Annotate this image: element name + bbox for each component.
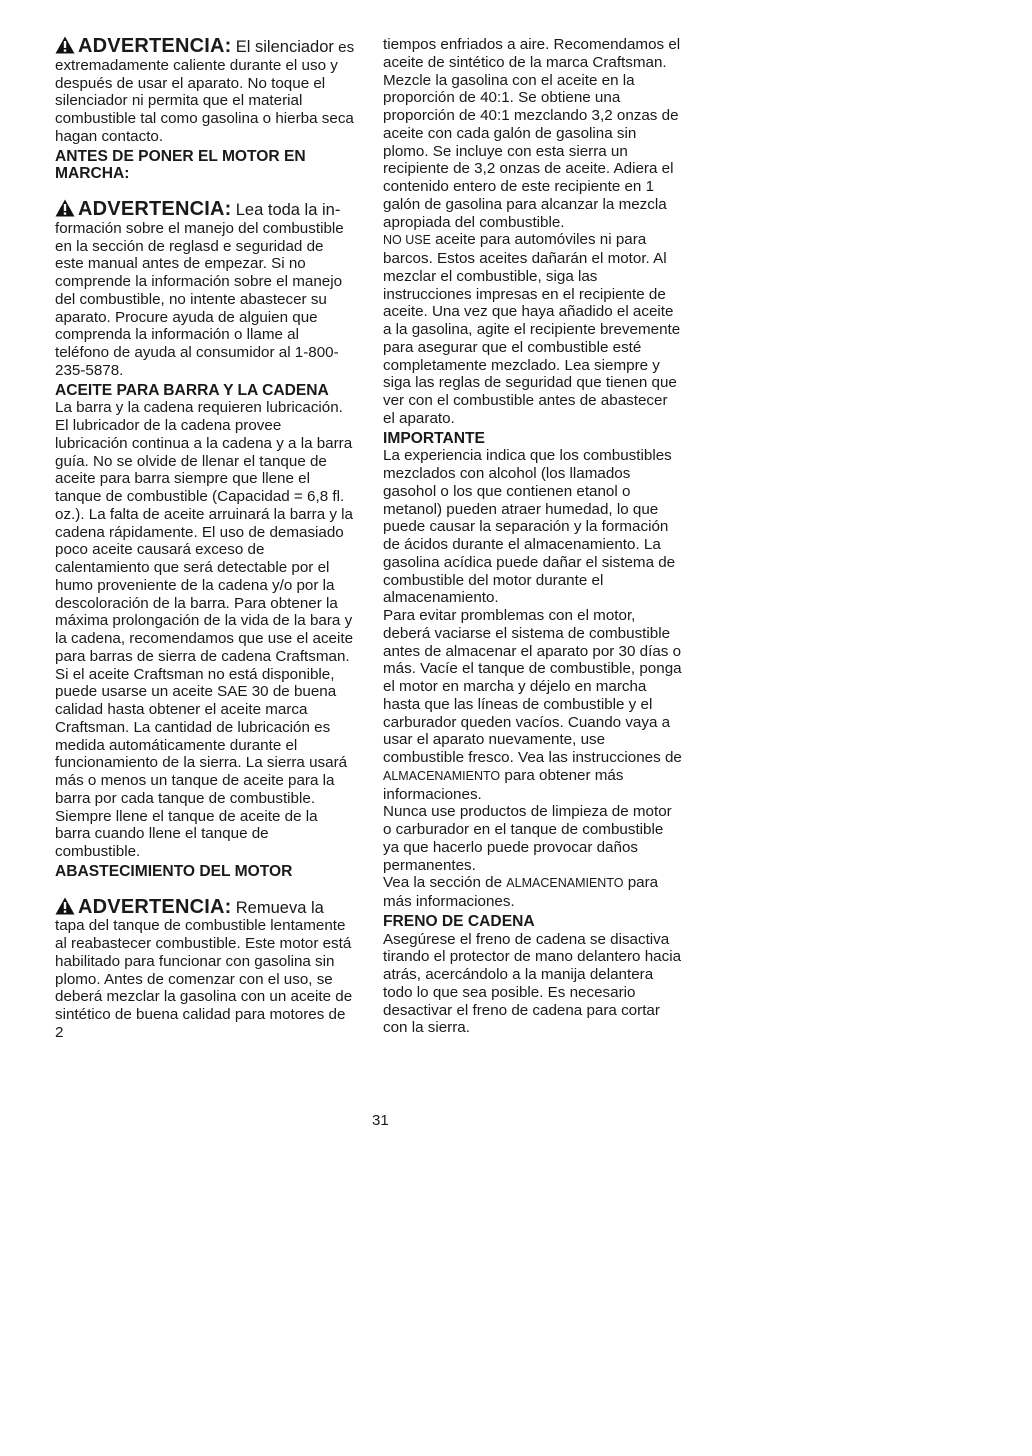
warning-body: formación sobre el manejo del combustible en la sección de reglasd e seguridad de este manual antes de empezar. Si no comprende la información sobre el manejo del combustible, no intente abastecer su aparato. Procure ayuda de alguien que comprenda la información o llame al teléfono de ayuda al consumidor al 1-800-235-5878. <box>55 219 344 379</box>
warning-label: ADVERTENCIA: <box>78 198 232 220</box>
storage-text-a: Para evitar promblemas con el motor, deberá vaciarse el sistema de combustible antes de almacenar el aparato por 30 días o más. Vacíe el tanque de combustible, ponga el motor en marcha y déjelo en marcha hasta que las líneas de combustible y el carburador queden vacíos. Cuando vaya a usar el aparato nuevamente, use combustible fresco. Vea las instrucciones de <box>383 607 682 766</box>
no-use-paragraph <box>383 231 683 427</box>
heading-chain-brake: FRENO DE CADENA <box>383 912 535 930</box>
no-use-text: aceite para automóviles ni para barcos. Estos aceites dañarán el motor. Al mezclar el combustible, siga las instrucciones impresas en el recipiente de aceite. Una vez que haya añadido el aceite a la gasolina, agite el recipiente brevemente para asegurar que el combustible esté completamente mezclado. Lea siempre y siga las reglas de seguridad que tienen que ver con el combustible antes de abastecer el aparato. <box>383 231 681 427</box>
warning-triangle-icon <box>55 36 75 54</box>
warning-triangle-icon <box>55 897 75 915</box>
see-storage-text-a: Vea la sección de <box>383 874 503 892</box>
storage-ref: ALMACENAMIENTO <box>383 768 501 783</box>
warning-lead: Remueva la <box>235 898 324 917</box>
important-text-storage <box>383 607 683 803</box>
fuel-mix-text: tiempos enfriados a aire. Recomendamos el aceite de sintético de la marca Craftsman. Mezcle la gasolina con el aceite en la proporción de 40:1. Se obtiene una proporción de 40:1 mezclando 3,2 onzas de aceite con cada galón de gasolina sin plomo. Se incluye con esta sierra un recipiente de 3,2 onzas de aceite. Adiera el contenido entero de este recipiente en 1 galón de gasolina para alcanzar la mezcla apropiada del combustible. <box>383 36 681 231</box>
heading-bar-chain-oil: ACEITE PARA BARRA Y LA CADENA <box>55 381 329 399</box>
warning-body: es extremadamente caliente durante el uso y después de usar el aparato. No toque el silenciador ni permita que el material combustible tal como gasolina o hierba seca hagan contacto. <box>55 39 355 145</box>
warning-lead: El silenciador <box>235 38 334 56</box>
heading-fueling: ABASTECIMIENTO DEL MOTOR <box>55 862 293 880</box>
important-text-see-storage <box>383 874 683 911</box>
no-use-label: NO USE <box>383 233 431 248</box>
right-column <box>383 36 683 1037</box>
warning-label: ADVERTENCIA: <box>78 35 232 57</box>
left-column <box>55 36 355 1042</box>
warning-fuel-cap <box>55 897 355 1042</box>
important-text-cleaners: Nunca use productos de limpieza de motor o carburador en el tanque de combustible ya que hacerlo puede provocar daños permanentes. <box>383 803 672 874</box>
warning-body: tapa del tanque de combustible lentamente al reabastecer combustible. Este motor está habilitado para funcionar con gasolina sin plomo. Antes de comenzar con el uso, se deberá mezclar la gasolina con un aceite de sintético de buena calidad para motores de 2 <box>55 917 353 1041</box>
warning-label: ADVERTENCIA: <box>78 895 232 918</box>
chain-brake-text: Asegúrese el freno de cadena se disactiva tirando el protector de mano delantero hacia atrás, acercándolo a la manija delantera todo lo que sea posible. Es necesario desactivar el freno de cadena para cortar con la sierra. <box>383 930 682 1037</box>
see-storage-text-b: para más informaciones. <box>383 874 659 910</box>
warning-lead: Lea toda la in- <box>235 201 341 219</box>
storage-text-b: para obtener más informaciones. <box>383 766 624 803</box>
warning-fuel-info <box>55 199 355 380</box>
page-number: 31 <box>372 1112 389 1129</box>
see-storage-ref: ALMACENAMIENTO <box>506 876 624 891</box>
warning-muffler <box>55 36 355 146</box>
bar-chain-oil-text: La barra y la cadena requieren lubricación. El lubricador de la cadena provee lubricación continua a la cadena y a la barra guía. No se olvide de llenar el tanque de aceite para barra siempre que llene el tanque de combustible (Capacidad = 6,8 fl. oz.). La falta de aceite arruinará la barra y la cadena rápidamente. El uso de demasiado poco aceite causará exceso de calentamiento que será detectable por el humo proveniente de la cadena y/o por la descoloración de la barra. Para obtener la máxima prolongación de la vida de la bara y la cadena, recomendamos que use el aceite para barras de sierra de cadena Craftsman. Si el aceite Craftsman no está disponible, puede usarse un aceite SAE 30 de buena calidad hasta obtener el aceite marca Craftsman. La cantidad de lubricación es medida automáticamente durante el funcionamiento de la sierra. La sierra usará más o menos un tanque de aceite para la barra por cada tanque de combustible. Siempre llene el tanque de aceite de la barra cuando llene el tanque de combustible. <box>55 399 354 860</box>
heading-start-engine: ANTES DE PONER EL MOTOR EN MARCHA: <box>55 147 306 183</box>
heading-important: IMPORTANTE <box>383 429 485 447</box>
important-text-alcohol: La experiencia indica que los combustibles mezclados con alcohol (los llamados gasohol o los que contienen etanol o metanol) pueden atraer humedad, lo que puede causar la separación y la formación de ácidos durante el almacenamiento. La gasolina acídica puede dañar el sistema de combustible del motor durante el almacenamiento. <box>383 447 676 607</box>
warning-triangle-icon <box>55 199 75 217</box>
